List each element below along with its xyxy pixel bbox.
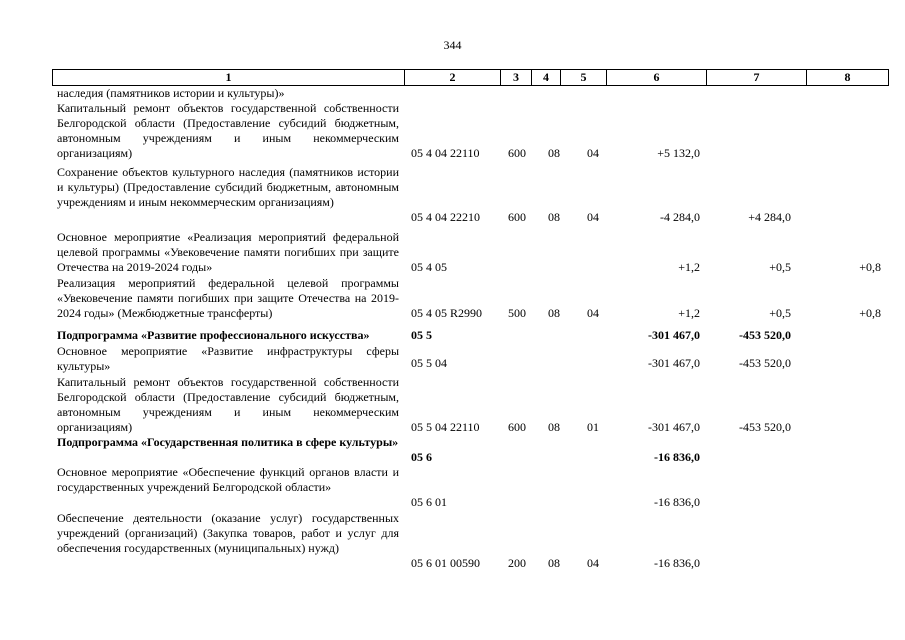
row-value-col6: -4 284,0 <box>660 210 700 224</box>
row-rz: 08 <box>548 306 560 320</box>
row-description: Обеспечение деятельности (оказание услуг) государственных учреждений (организаций) (Закупка товаров, работ и услуг для обеспечения государственных (муниципальных) нужд) <box>57 511 399 555</box>
header-col-8: 8 <box>844 70 851 84</box>
table-row <box>0 276 905 321</box>
row-rz: 08 <box>548 420 560 434</box>
row-code: 05 5 <box>411 328 432 342</box>
row-value-col7: -453 520,0 <box>739 328 791 342</box>
header-col-5: 5 <box>561 70 607 85</box>
row-pr: 04 <box>587 146 599 160</box>
header-col-3: 3 <box>501 70 532 85</box>
table-row <box>0 511 905 571</box>
table-row <box>0 230 905 275</box>
page-number: 344 <box>443 38 462 52</box>
row-description: Капитальный ремонт объектов государственной собственности Белгородской области (Предоставление субсидий бюджетным, автономным учреждениям и иным некоммерческим организациям) <box>57 375 399 434</box>
table-header <box>52 69 889 86</box>
row-code: 05 4 04 22210 <box>411 210 480 224</box>
row-vr: 600 <box>508 420 526 434</box>
row-description: наследия (памятников истории и культуры)» <box>57 86 285 100</box>
table-row <box>0 465 905 510</box>
row-value-col7: -453 520,0 <box>739 420 791 434</box>
row-code: 05 6 01 00590 <box>411 556 480 570</box>
row-vr: 600 <box>508 146 526 160</box>
row-pr: 01 <box>587 420 599 434</box>
row-value-col8: +0,8 <box>859 260 881 274</box>
row-description: Подпрограмма «Развитие профессионального искусства» <box>57 328 370 342</box>
row-value-col6: +1,2 <box>678 260 700 274</box>
row-pr: 04 <box>587 306 599 320</box>
row-code: 05 5 04 22110 <box>411 420 480 434</box>
row-description: Капитальный ремонт объектов государственной собственности Белгородской области (Предоставление субсидий бюджетным, автономным учреждениям и иным некоммерческим организациям) <box>57 101 399 160</box>
row-value-col6: -16 836,0 <box>654 450 700 464</box>
row-value-col6: -16 836,0 <box>654 495 700 509</box>
table-row <box>0 86 905 101</box>
row-rz: 08 <box>548 210 560 224</box>
row-pr: 04 <box>587 556 599 570</box>
row-value-col7: +0,5 <box>769 306 791 320</box>
row-code: 05 6 01 <box>411 495 447 509</box>
row-code: 05 4 05 <box>411 260 447 274</box>
row-value-col6: -301 467,0 <box>648 356 700 370</box>
row-value-col7: +0,5 <box>769 260 791 274</box>
row-value-col7: -453 520,0 <box>739 356 791 370</box>
table-row <box>0 101 905 161</box>
table-row <box>0 435 905 465</box>
header-col-4: 4 <box>532 70 561 85</box>
row-description: Подпрограмма «Государственная политика в сфере культуры» <box>57 435 399 449</box>
row-code: 05 4 04 22110 <box>411 146 480 160</box>
header-col-1: 1 <box>53 70 405 85</box>
header-col-2: 2 <box>405 70 501 85</box>
row-code: 05 6 <box>411 450 432 464</box>
row-value-col8: +0,8 <box>859 306 881 320</box>
table-row <box>0 375 905 435</box>
row-description: Реализация мероприятий федеральной целевой программы «Увековечение памяти погибших при защите Отечества на 2019-2024 годы» (Межбюджетные трансферты) <box>57 276 399 320</box>
row-value-col6: -16 836,0 <box>654 556 700 570</box>
table-row <box>0 328 905 343</box>
row-vr: 600 <box>508 210 526 224</box>
table-row <box>0 165 905 225</box>
row-description: Основное мероприятие «Развитие инфраструктуры сферы культуры» <box>57 344 399 373</box>
row-code: 05 5 04 <box>411 356 447 370</box>
row-vr: 200 <box>508 556 526 570</box>
table-row <box>0 344 905 374</box>
row-value-col7: +4 284,0 <box>748 210 791 224</box>
row-value-col6: +5 132,0 <box>657 146 700 160</box>
header-col-6: 6 <box>607 70 707 85</box>
row-vr: 500 <box>508 306 526 320</box>
row-description: Основное мероприятие «Обеспечение функций органов власти и государственных учреждений Белгородской области» <box>57 465 399 494</box>
row-rz: 08 <box>548 146 560 160</box>
row-value-col6: -301 467,0 <box>648 420 700 434</box>
row-description: Основное мероприятие «Реализация мероприятий федеральной целевой программы «Увековечение памяти погибших при защите Отечества на 2019-2024 годы» <box>57 230 399 274</box>
header-col-7: 7 <box>707 70 807 85</box>
row-value-col6: -301 467,0 <box>648 328 700 342</box>
row-code: 05 4 05 R2990 <box>411 306 483 320</box>
row-pr: 04 <box>587 210 599 224</box>
row-rz: 08 <box>548 556 560 570</box>
row-value-col6: +1,2 <box>678 306 700 320</box>
row-description: Сохранение объектов культурного наследия (памятников истории и культуры) (Предоставление субсидий бюджетным, автономным учреждениям и иным некоммерческим организациям) <box>57 165 399 209</box>
